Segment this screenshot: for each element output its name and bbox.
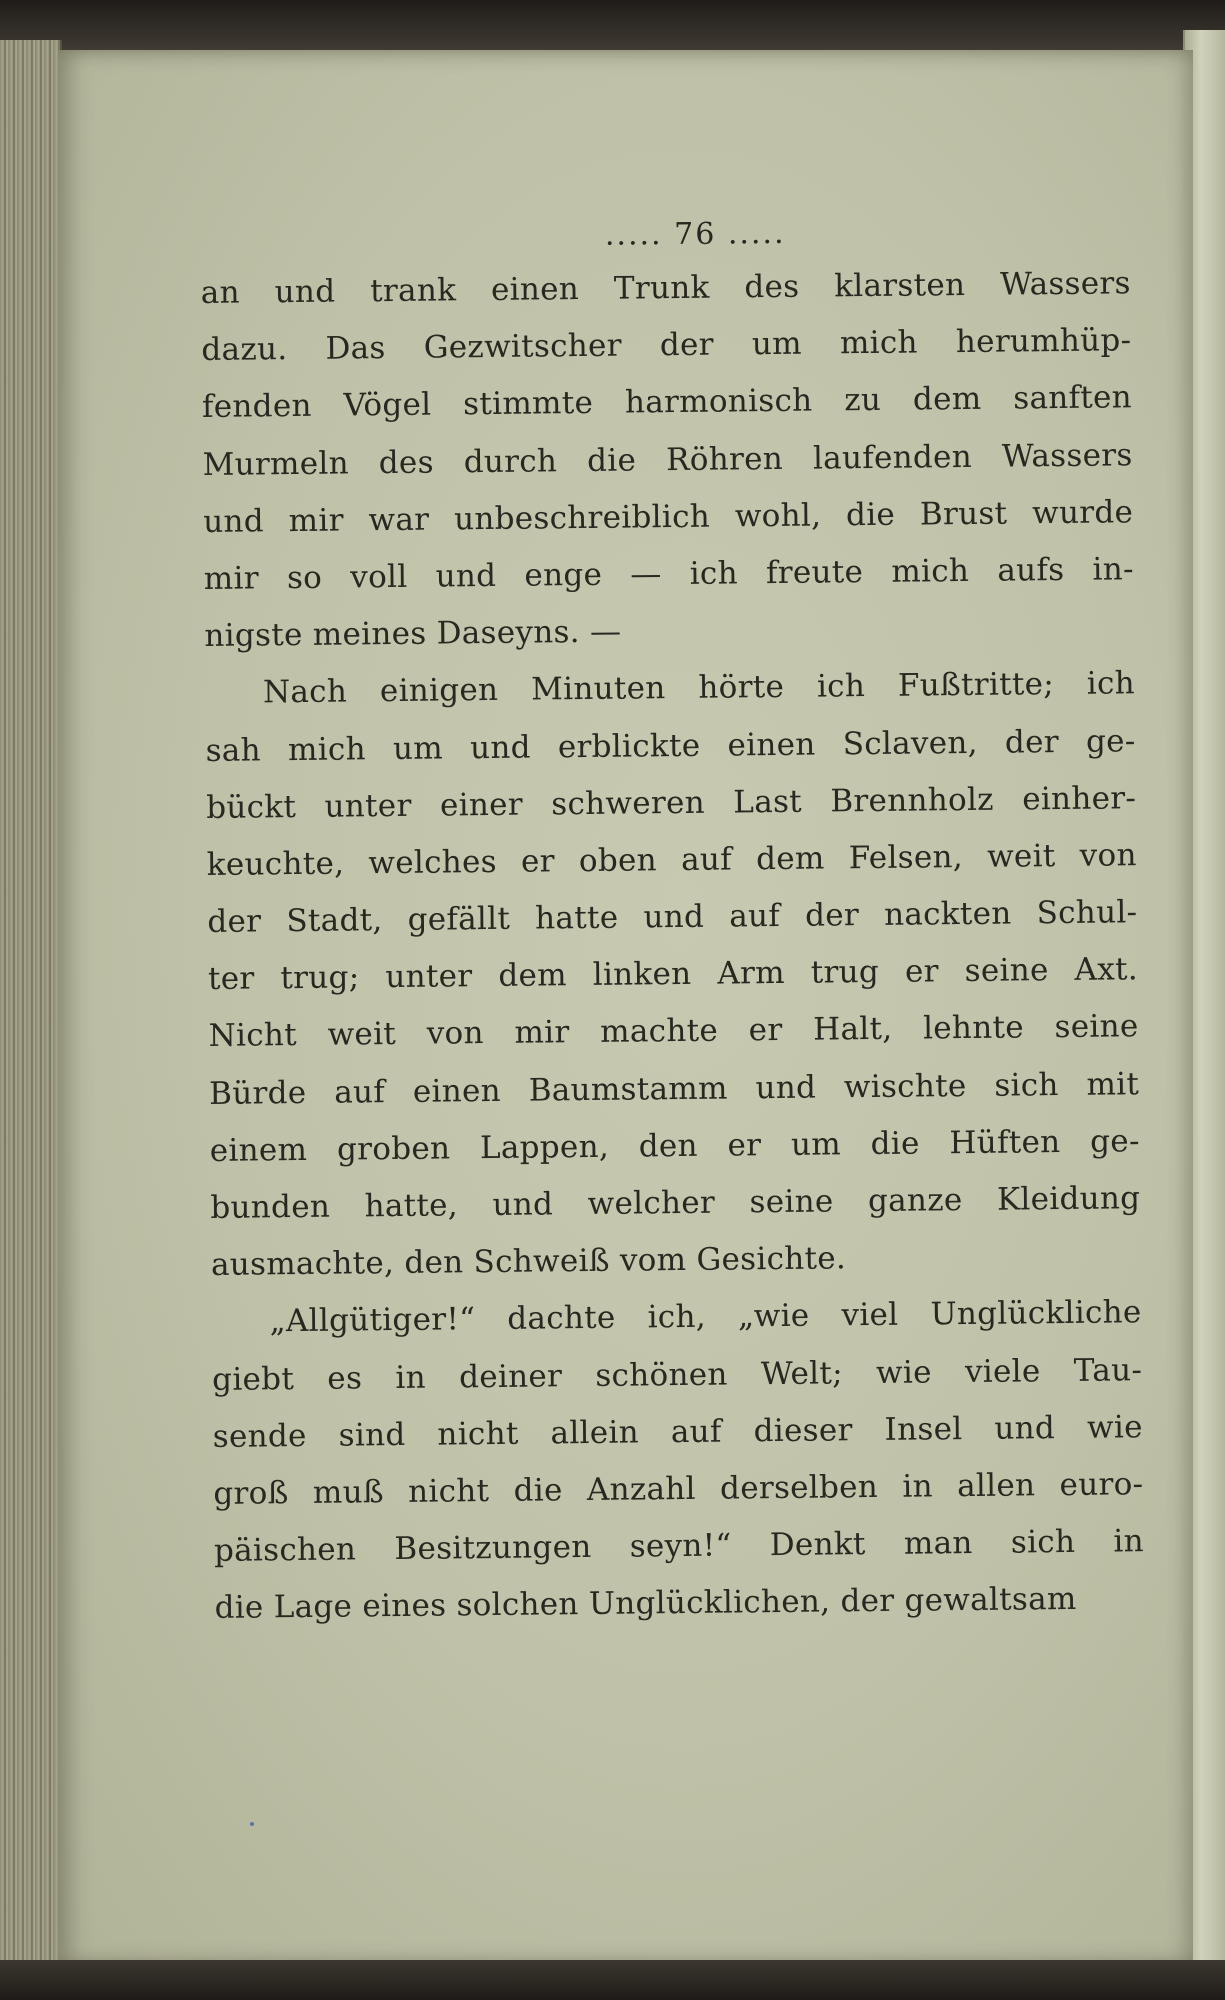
text-line: dazu. Das Gezwitscher der um mich herumhüp- [201,322,1132,369]
text-line: und mir war unbeschreiblich wohl, die Brust wurde [203,493,1134,540]
ink-spot [250,1822,254,1826]
page-text-block [200,205,1145,1637]
paragraph [211,1285,1145,1638]
text-line: bückt unter einer schweren Last Brennholz einher- [206,779,1137,826]
text-line: Bürde auf einen Baumstamm und wischte sich mit [209,1065,1140,1112]
text-line: „Allgütiger!“ dachte ich, „wie viel Unglückliche [269,1294,1142,1340]
text-line: sah mich um und erblickte einen Sclaven, der ge- [205,722,1136,769]
text-line: Nach einigen Minuten hörte ich Fußtritte; ich [262,665,1136,711]
text-line: einem groben Lappen, den er um die Hüften ge- [209,1123,1140,1169]
text-line: bunden hatte, und welcher seine ganze Kleidung [210,1180,1141,1226]
text-line: ter trug; unter dem linken Arm trug er seine Axt. [207,951,1139,998]
text-line: der Stadt, gefällt hatte und auf der nackten Schul- [207,894,1138,941]
book-bottom-edge [0,1960,1225,2000]
paragraph [201,255,1135,665]
text-line: an und trank einen Trunk des klarsten Wassers [200,265,1131,311]
text-line: nigste meines Daseyns. — [204,613,622,655]
text-line: ausmachte, den Schweiß vom Gesichte. [210,1240,847,1284]
text-line: sende sind nicht allein auf dieser Insel und wie [212,1408,1143,1455]
text-line: päischen Besitzungen seyn!“ Denkt man sich in [213,1523,1145,1570]
text-line: mir so voll und enge — ich freute mich aufs in- [203,551,1134,597]
body-text [201,255,1145,1637]
text-line: groß muß nicht die Anzahl derselben in allen euro- [213,1466,1144,1512]
page-number: ..... 76 ..... [604,215,786,253]
text-line: giebt es in deiner schönen Welt; wie viele Tau- [212,1351,1143,1398]
stacked-page-edges [0,40,62,1970]
text-line: Murmeln des durch die Röhren laufenden Wassers [202,436,1133,483]
text-line: Nicht weit von mir machte er Halt, lehnte seine [208,1008,1139,1055]
text-line: fenden Vögel stimmte harmonisch zu dem sanften [201,379,1133,426]
paragraph [205,656,1142,1295]
text-line: keuchte, welches er oben auf dem Felsen, weit von [206,837,1137,883]
text-line: die Lage eines solchen Unglücklichen, der gewaltsam [214,1581,1077,1627]
